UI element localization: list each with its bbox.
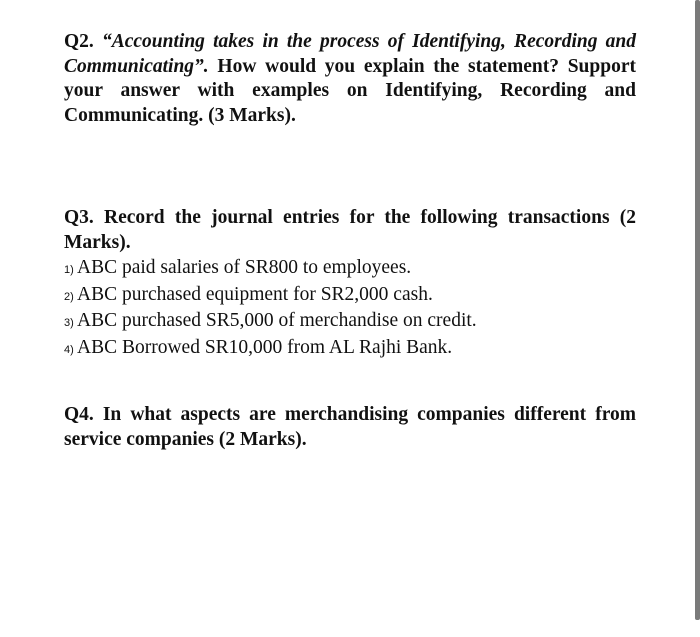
list-item-text: ABC paid salaries of SR800 to employees.	[77, 257, 412, 278]
list-item	[64, 309, 636, 336]
list-item-text: ABC purchased equipment for SR2,000 cash.	[77, 283, 433, 305]
list-item	[64, 283, 636, 310]
question-2	[64, 30, 636, 128]
question-4: Q4. In what aspects are merchandising companies different from service companies (2 Marks).	[64, 404, 636, 450]
list-item	[64, 256, 636, 283]
transaction-list	[64, 256, 636, 362]
question-2-number: Q2.	[64, 31, 94, 52]
list-item-number: 1)	[64, 264, 74, 276]
vertical-scrollbar[interactable]	[695, 0, 700, 620]
list-item-number: 2)	[64, 290, 74, 303]
question-3: Q3. Record the journal entries for the following transactions (2 Marks).	[64, 207, 636, 253]
list-item-number: 4)	[64, 343, 74, 356]
list-item	[64, 336, 636, 363]
list-item-text: ABC Borrowed SR10,000 from AL Rajhi Bank.	[77, 336, 453, 358]
question-2-quote: “Accounting takes in the process of Identifying, Recording and Communicating”.	[64, 31, 637, 77]
list-item-text: ABC purchased SR5,000 of merchandise on credit.	[77, 310, 477, 331]
list-item-number: 3)	[64, 317, 74, 329]
question-2-text: How would you explain the statement? Support your answer with examples on Identifying, Recording and Communicating. (3 Marks).	[64, 55, 636, 126]
